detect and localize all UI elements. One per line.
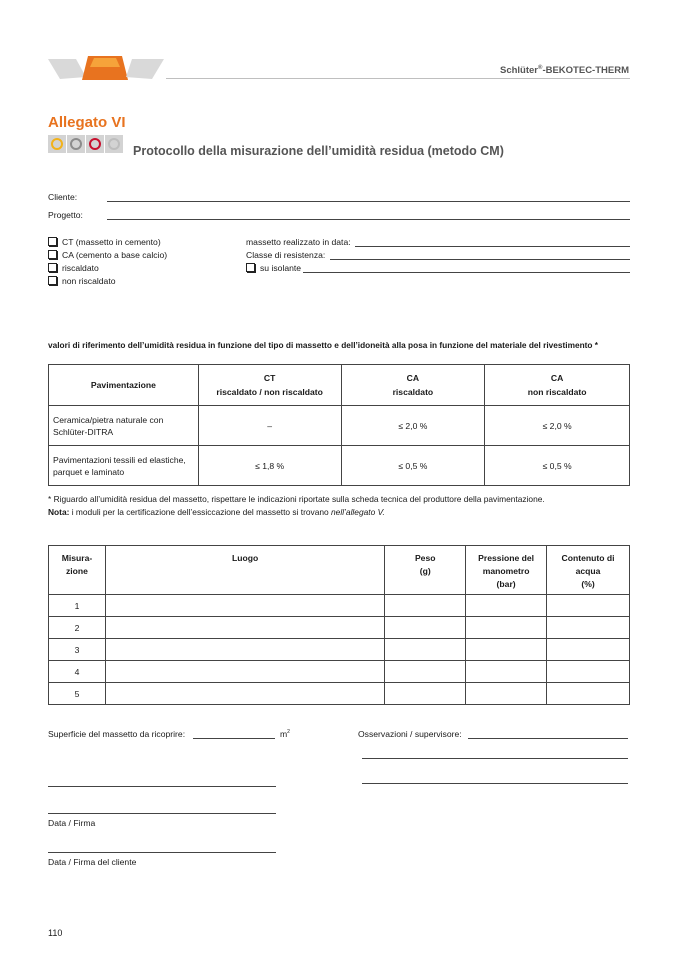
- luogo-cell[interactable]: [105, 595, 384, 617]
- contenuto-cell[interactable]: [547, 617, 630, 639]
- table-header-row: [49, 546, 630, 595]
- ring-icon: [86, 135, 104, 153]
- table-row: [49, 639, 630, 661]
- ring-icon: [67, 135, 85, 153]
- signature-line-2[interactable]: [48, 813, 276, 814]
- contenuto-cell[interactable]: [547, 661, 630, 683]
- option-riscaldato[interactable]: riscaldato: [48, 263, 99, 273]
- cell-value: ≤ 2,0 %: [341, 406, 485, 446]
- peso-cell[interactable]: [385, 595, 466, 617]
- page-subtitle: Protocollo della misurazione dell’umidità residua (metodo CM): [133, 144, 504, 158]
- luogo-cell[interactable]: [105, 639, 384, 661]
- option-ct[interactable]: CT (massetto in cemento): [48, 237, 161, 247]
- row-label: Pavimentazioni tessili ed elastiche, parquet e laminato: [49, 446, 199, 486]
- checkbox-icon[interactable]: [48, 237, 57, 246]
- header-ca-riscaldato: CA riscaldato: [341, 365, 485, 406]
- contenuto-cell[interactable]: [547, 683, 630, 705]
- contenuto-cell[interactable]: [547, 595, 630, 617]
- checkbox-icon[interactable]: [48, 263, 57, 272]
- checkbox-icon[interactable]: [246, 263, 255, 272]
- pressione-cell[interactable]: [466, 661, 547, 683]
- page-title: Allegato VI: [48, 114, 126, 131]
- progetto-label: Progetto:: [48, 210, 83, 220]
- cell-value: –: [198, 406, 341, 446]
- pressione-cell[interactable]: [466, 595, 547, 617]
- cliente-field[interactable]: [107, 201, 630, 202]
- table-row: [49, 406, 630, 446]
- ref-table-caption: valori di riferimento dell’umidità residua in funzione del tipo di massetto e dell’idoneità alla posa in funzione del materiale del rivestimento *: [48, 340, 599, 350]
- row-label: Ceramica/pietra naturale con Schlüter-DITRA: [49, 406, 199, 446]
- table-row: [49, 595, 630, 617]
- classe-field[interactable]: [330, 259, 630, 260]
- checkbox-icon[interactable]: [48, 276, 57, 285]
- luogo-cell[interactable]: [105, 683, 384, 705]
- ring-icon: [48, 135, 66, 153]
- massetto-date-field[interactable]: [355, 246, 630, 247]
- massetto-label: massetto realizzato in data:: [246, 237, 351, 247]
- reference-table: [48, 364, 630, 486]
- data-firma-cliente-label: Data / Firma del cliente: [48, 857, 137, 867]
- cell-value: ≤ 1,8 %: [198, 446, 341, 486]
- header-peso: Peso (g): [385, 546, 466, 595]
- table-header-row: [49, 365, 630, 406]
- luogo-cell[interactable]: [105, 617, 384, 639]
- row-number: 4: [49, 661, 106, 683]
- color-rings: [48, 135, 124, 153]
- peso-cell[interactable]: [385, 639, 466, 661]
- ring-icon: [105, 135, 123, 153]
- header-misurazione: Misura- zione: [49, 546, 106, 595]
- pressione-cell[interactable]: [466, 617, 547, 639]
- cliente-label: Cliente:: [48, 192, 78, 202]
- header-contenuto: Contenuto di acqua (%): [547, 546, 630, 595]
- header-luogo: Luogo: [105, 546, 384, 595]
- row-number: 5: [49, 683, 106, 705]
- note: Nota: i moduli per la certificazione dell’essiccazione del massetto si trovano nell’allegato V.: [48, 507, 385, 517]
- header-ct: CT riscaldato / non riscaldato: [198, 365, 341, 406]
- brand-logo: [48, 53, 166, 83]
- page-number: 110: [48, 928, 63, 938]
- table-row: [49, 446, 630, 486]
- option-ca[interactable]: CA (cemento a base calcio): [48, 250, 167, 260]
- header-pavimentazione: Pavimentazione: [49, 365, 199, 406]
- footnote: * Riguardo all’umidità residua del massetto, rispettare le indicazioni riportate sulla scheda tecnica del produttore della pavimentazione.: [48, 494, 545, 504]
- table-row: [49, 661, 630, 683]
- pressione-cell[interactable]: [466, 683, 547, 705]
- row-number: 3: [49, 639, 106, 661]
- signature-line-1[interactable]: [48, 786, 276, 787]
- pressione-cell[interactable]: [466, 639, 547, 661]
- peso-cell[interactable]: [385, 661, 466, 683]
- unit-m2: $m^2$: [280, 729, 290, 739]
- osservazioni-line-2[interactable]: [362, 758, 628, 759]
- measurement-table: [48, 545, 630, 705]
- header-ca-non-riscaldato: CA non riscaldato: [485, 365, 630, 406]
- row-number: 1: [49, 595, 106, 617]
- isolante-field[interactable]: [303, 272, 630, 273]
- option-non-riscaldato[interactable]: non riscaldato: [48, 276, 116, 286]
- osservazioni-line-3[interactable]: [362, 783, 628, 784]
- option-isolante[interactable]: su isolante: [246, 263, 301, 273]
- checkbox-icon[interactable]: [48, 250, 57, 259]
- peso-cell[interactable]: [385, 683, 466, 705]
- table-row: [49, 683, 630, 705]
- row-number: 2: [49, 617, 106, 639]
- header-pressione: Pressione del manometro (bar): [466, 546, 547, 595]
- cell-value: ≤ 0,5 %: [485, 446, 630, 486]
- signature-line-3[interactable]: [48, 852, 276, 853]
- cell-value: ≤ 0,5 %: [341, 446, 485, 486]
- peso-cell[interactable]: [385, 617, 466, 639]
- progetto-field[interactable]: [107, 219, 630, 220]
- data-firma-label: Data / Firma: [48, 818, 96, 828]
- classe-label: Classe di resistenza:: [246, 250, 326, 260]
- superficie-field[interactable]: [193, 738, 275, 739]
- table-row: [49, 617, 630, 639]
- osservazioni-field[interactable]: [468, 738, 628, 739]
- header-brand: Schlüter®-BEKOTEC-THERM: [500, 65, 629, 77]
- superficie-label: Superficie del massetto da ricoprire:: [48, 729, 186, 739]
- header-rule: [166, 78, 630, 79]
- contenuto-cell[interactable]: [547, 639, 630, 661]
- osservazioni-label: Osservazioni / supervisore:: [358, 729, 462, 739]
- cell-value: ≤ 2,0 %: [485, 406, 630, 446]
- luogo-cell[interactable]: [105, 661, 384, 683]
